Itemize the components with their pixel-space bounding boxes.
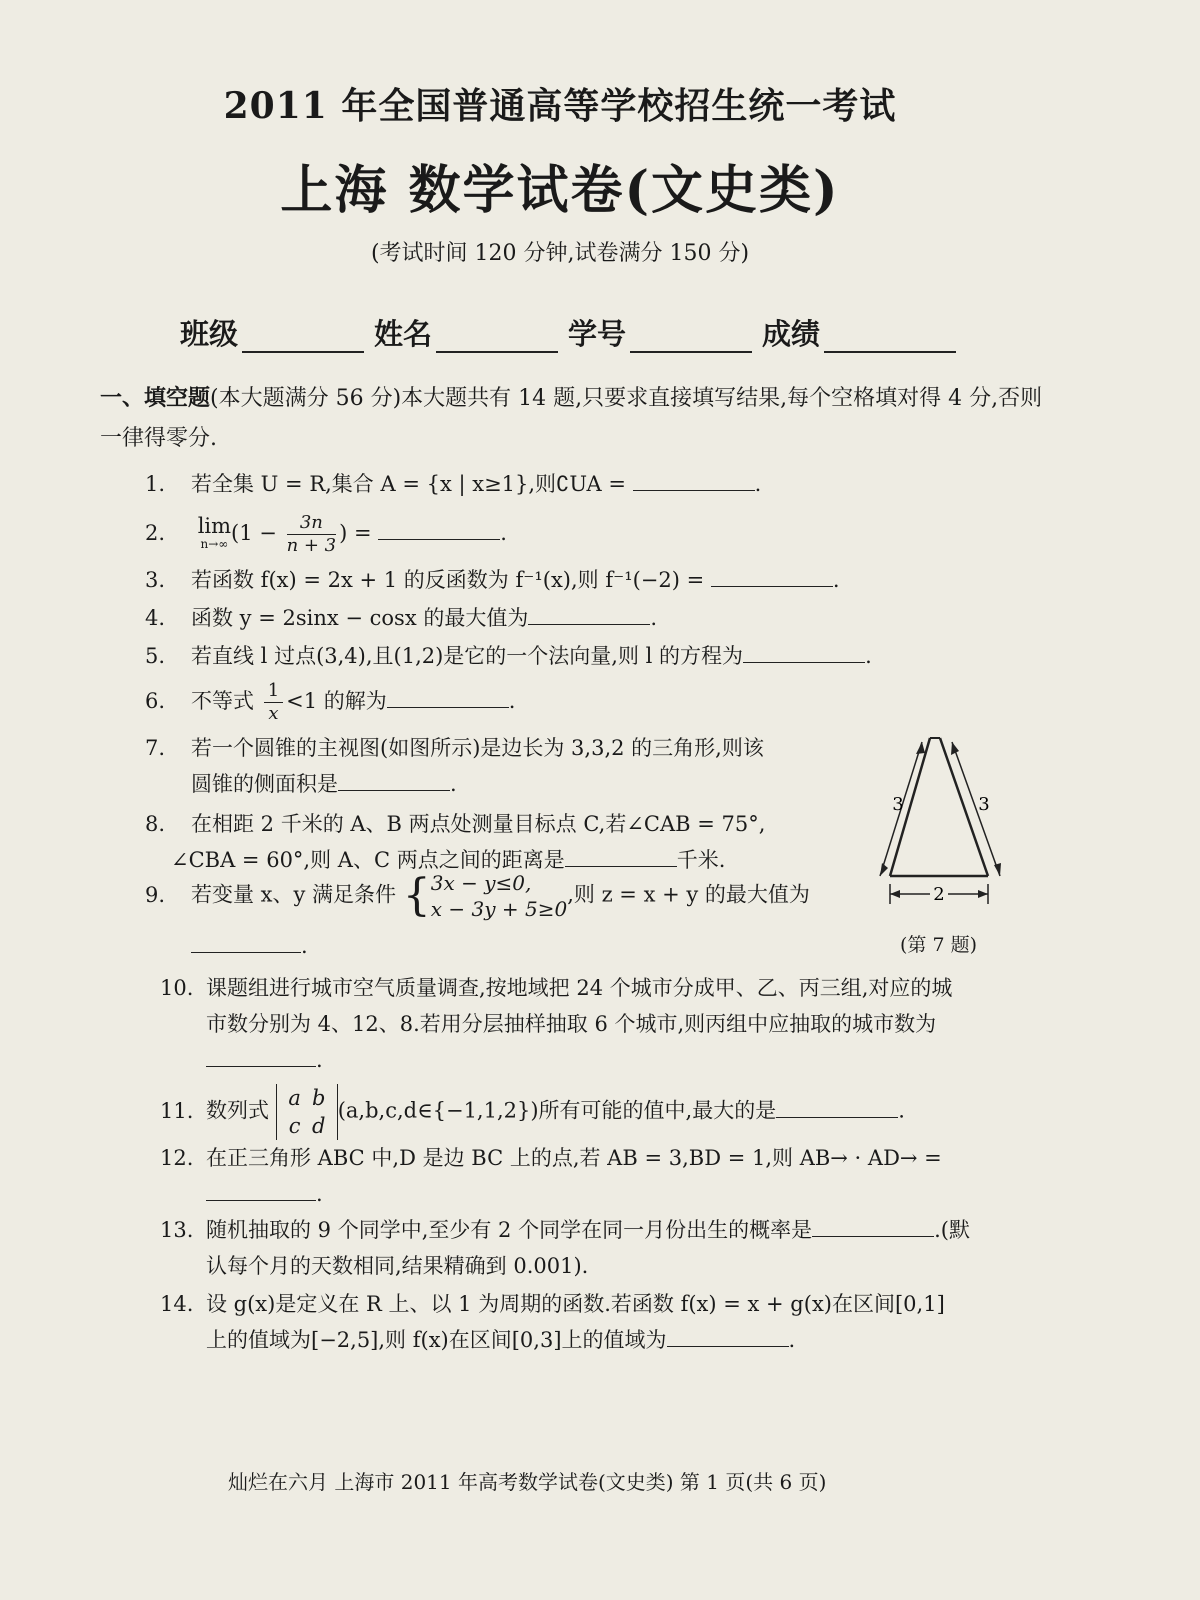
expression-prefix: (1 − <box>231 521 277 545</box>
question-2 <box>145 512 507 557</box>
question-text-tail: ,则 z = x + y 的最大值为 <box>567 882 810 907</box>
question-end: . <box>316 1048 323 1072</box>
section-intro: (本大题满分 56 分)本大题共有 14 题,只要求直接填写结果,每个空格填对得 4 分,否则一律得零分. <box>100 386 1043 451</box>
question-text: 若一个圆锥的主视图(如图所示)是边长为 3,3,2 的三角形,则该 <box>191 736 764 760</box>
question-text: 不等式 <box>191 689 254 713</box>
arrowhead-right-bottom <box>994 863 1001 876</box>
figure-caption: (第 7 题) <box>900 934 977 956</box>
cone-front-view-figure <box>870 728 1030 948</box>
question-text-line2: 圆锥的侧面积是 <box>191 772 338 796</box>
question-number: 4. <box>145 606 166 630</box>
fraction-denominator: n + 3 <box>286 535 337 556</box>
fraction-numerator: 3n <box>287 512 337 535</box>
question-end: . <box>788 1328 796 1352</box>
fraction <box>264 680 283 725</box>
question-1 <box>145 466 761 502</box>
score-label: 成绩 <box>762 317 821 351</box>
right-side-length-label: 3 <box>978 794 990 815</box>
question-text-line2: ∠CBA = 60°,则 A、C 两点之间的距离是 <box>171 848 565 872</box>
question-number: 10. <box>160 976 194 1000</box>
question-end: . <box>508 689 516 713</box>
exam-title: 2011 年全国普通高等学校招生统一考试 <box>223 85 897 127</box>
question-14 <box>160 1286 945 1358</box>
question-number: 7. <box>145 736 166 760</box>
question-end: . <box>865 644 872 668</box>
student-id-label: 学号 <box>568 317 627 351</box>
question-11 <box>160 1084 905 1140</box>
arrowhead-left-top <box>916 742 925 754</box>
det-entry-c: c <box>288 1114 301 1138</box>
question-number: 11. <box>160 1098 194 1123</box>
class-blank[interactable] <box>242 321 364 353</box>
answer-blank[interactable] <box>667 1324 789 1347</box>
question-number: 3. <box>145 568 166 592</box>
answer-blank[interactable] <box>528 602 650 625</box>
question-end: . <box>316 1182 323 1206</box>
exam-duration-note: (考试时间 120 分钟,试卷满分 150 分) <box>370 241 750 266</box>
question-9-answer <box>191 928 308 964</box>
question-text-cont: .(默 <box>934 1218 970 1242</box>
question-number: 8. <box>145 812 166 836</box>
answer-blank[interactable] <box>338 768 450 791</box>
question-end: . <box>301 934 308 958</box>
arrowhead-left-bottom <box>880 863 888 876</box>
dimension-line-right <box>952 742 1000 876</box>
answer-blank[interactable] <box>776 1095 898 1118</box>
question-13 <box>160 1212 970 1284</box>
question-text: 在正三角形 ABC 中,D 是边 BC 上的点,若 AB = 3,BD = 1,则 AB→ · AD→ = <box>206 1146 942 1170</box>
question-text-line2: 上的值域为[−2,5],则 f(x)在区间[0,3]上的值域为 <box>206 1328 667 1352</box>
question-text: 若直线 l 过点(3,4),且(1,2)是它的一个法向量,则 l 的方程为 <box>191 644 744 668</box>
question-end: . <box>450 772 457 796</box>
answer-blank[interactable] <box>206 1044 316 1067</box>
question-text: 若变量 x、y 满足条件 <box>191 882 397 907</box>
inequality-1: 3x − y≤0, <box>430 871 532 895</box>
answer-blank[interactable] <box>812 1214 934 1237</box>
question-text-tail: <1 的解为 <box>286 689 387 713</box>
arrowhead-base-left <box>890 890 900 898</box>
section-heading: 一、填空题 <box>100 385 211 411</box>
answer-blank[interactable] <box>743 640 865 663</box>
question-3 <box>145 562 840 598</box>
exam-subject-title: 上海 数学试卷(文史类) <box>280 160 840 221</box>
question-end: . <box>832 568 840 592</box>
question-number: 9. <box>145 882 166 907</box>
system-brace: { <box>402 870 431 921</box>
student-id-blank[interactable] <box>630 321 752 353</box>
question-number: 2. <box>145 521 166 545</box>
question-number: 6. <box>145 689 166 713</box>
question-4 <box>145 600 657 636</box>
question-end: 千米. <box>676 848 726 872</box>
inequality-2: x − 3y + 5≥0 <box>430 897 568 921</box>
question-text: 若全集 U = R,集合 A = {x | x≥1},则∁UA = <box>191 472 633 496</box>
determinant <box>276 1084 338 1140</box>
question-9 <box>145 870 810 922</box>
limit-symbol <box>197 513 232 553</box>
question-text: 数列式 <box>206 1098 269 1123</box>
question-text-line2: 市数分别为 4、12、8.若用分层抽样抽取 6 个城市,则丙组中应抽取的城市数为 <box>206 1012 937 1036</box>
page-footer: 灿烂在六月 上海市 2011 年高考数学试卷(文史类) 第 1 页(共 6 页) <box>228 1470 827 1494</box>
question-number: 13. <box>160 1218 194 1242</box>
answer-blank[interactable] <box>711 564 833 587</box>
question-text: 在相距 2 千米的 A、B 两点处测量目标点 C,若∠CAB = 75°, <box>191 812 766 836</box>
question-text: 若函数 f(x) = 2x + 1 的反函数为 f⁻¹(x),则 f⁻¹(−2) = <box>191 568 711 592</box>
arrowhead-right-top <box>951 742 959 755</box>
question-end: . <box>500 521 507 545</box>
question-text-tail: (a,b,c,d∈{−1,1,2})所有可能的值中,最大的是 <box>337 1098 777 1123</box>
section-1-instructions <box>100 378 1060 459</box>
question-6 <box>145 680 515 725</box>
fraction-denominator: x <box>268 703 279 724</box>
inequality-system <box>431 870 567 922</box>
question-10 <box>160 970 952 1078</box>
question-5 <box>145 638 872 674</box>
limit-subscript: n→∞ <box>200 536 229 551</box>
arrowhead-base-right <box>978 890 988 898</box>
question-text-line2: 认每个月的天数相同,结果精确到 0.001). <box>206 1254 589 1278</box>
class-label: 班级 <box>180 317 239 351</box>
question-8 <box>145 806 765 878</box>
question-text: 随机抽取的 9 个同学中,至少有 2 个同学在同一月份出生的概率是 <box>206 1218 813 1242</box>
question-end: . <box>754 472 762 496</box>
question-number: 14. <box>160 1292 194 1316</box>
question-end: . <box>650 606 658 630</box>
limit-label: lim <box>197 513 232 538</box>
question-text: 设 g(x)是定义在 R 上、以 1 为周期的函数.若函数 f(x) = x + g(x)在区间[0,1] <box>206 1292 945 1316</box>
det-entry-a: a <box>288 1086 301 1110</box>
question-text: 函数 y = 2sinx − cosx 的最大值为 <box>191 606 529 630</box>
fraction <box>287 512 337 557</box>
answer-blank[interactable] <box>633 468 755 491</box>
answer-blank[interactable] <box>206 1178 316 1201</box>
answer-blank[interactable] <box>565 844 677 867</box>
det-entry-d: d <box>311 1114 326 1138</box>
question-text: 课题组进行城市空气质量调查,按地域把 24 个城市分成甲、乙、丙三组,对应的城 <box>206 976 953 1000</box>
question-number: 12. <box>160 1146 194 1170</box>
answer-blank[interactable] <box>191 930 301 953</box>
left-side-length-label: 3 <box>892 794 904 815</box>
score-blank[interactable] <box>824 321 956 353</box>
answer-blank[interactable] <box>378 517 500 540</box>
student-info-row <box>180 312 966 353</box>
name-label: 姓名 <box>374 317 433 351</box>
name-blank[interactable] <box>436 321 558 353</box>
question-number: 1. <box>145 472 166 496</box>
question-end: . <box>898 1098 905 1123</box>
expression-suffix: ) = <box>339 521 379 545</box>
det-entry-b: b <box>311 1086 326 1110</box>
question-number: 5. <box>145 644 166 668</box>
fraction-numerator: 1 <box>264 680 283 703</box>
question-12 <box>160 1140 942 1212</box>
question-7 <box>145 730 764 802</box>
answer-blank[interactable] <box>387 685 509 708</box>
base-length-label: 2 <box>933 884 945 905</box>
